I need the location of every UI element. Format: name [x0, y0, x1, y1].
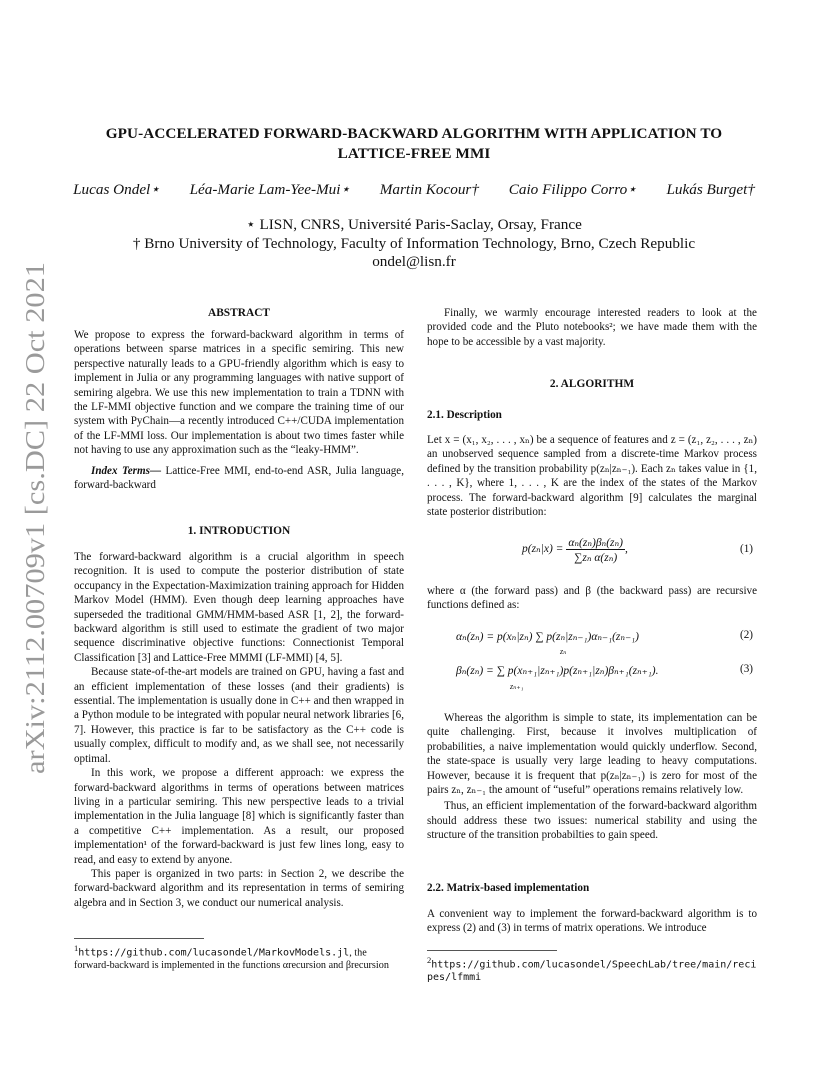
title-line-1: GPU-ACCELERATED FORWARD-BACKWARD ALGORITHM WITH APPLICATION TO: [105, 125, 723, 142]
eq1-numerator: αₙ(zₙ)βₙ(zₙ): [568, 537, 624, 549]
intro-body: [74, 550, 404, 910]
paper-title: [60, 124, 768, 164]
index-terms-label: Index Terms—: [91, 464, 162, 477]
footnote-1: $^1$https://github.com/lucasondel/MarkovModels.jl, the forward-backward is implemented in the functions αrecursion and βrecursion: [74, 943, 389, 972]
footnote-rule: [427, 950, 557, 951]
description-body: [427, 433, 757, 519]
intro-paragraph: In this work, we propose a different approach: we express the forward-backward algorithms in terms of operations between matrices living in a particular semiring. This new perspective leads to a trivial implementation in the Julia language [8] which is significantly faster than a competitive C++ implementation. As a result, our proposed implementation¹ of the forward-backward is just few lines long, easy to read, and easy to extend by anyone.: [74, 767, 404, 866]
intro-heading: 1. INTRODUCTION: [187, 525, 291, 537]
intro-paragraph: This paper is organized in two parts: in Section 2, we describe the forward-backward algorithm and its representation in terms of semiring algebra and in Section 3, we conduct our numerical analysis.: [74, 867, 404, 909]
abstract-body: [74, 328, 404, 492]
index-terms: [74, 464, 404, 493]
footnote-1-text: , the forward-backward is implemented in the functions αrecursion and βrecursion: [74, 947, 389, 972]
matrix-text: A convenient way to implement the forward-backward algorithm is to express (2) and (3) in terms of matrix operations. We introduce: [427, 908, 757, 935]
footnote-rule: [74, 938, 204, 939]
matrix-body: [427, 907, 757, 936]
footnote-2: $^2$https://github.com/lucasondel/SpeechLab/tree/main/recipes/lfmmi: [427, 955, 757, 984]
index-terms-text: Lattice-Free MMI, end-to-end ASR, Julia language, forward-backward: [74, 464, 404, 492]
where-text: [427, 584, 757, 613]
algorithm-heading: 2. ALGORITHM: [549, 378, 635, 390]
author: Léa-Marie Lam-Yee-Mui⋆: [189, 181, 350, 198]
description-text: Let x = (x₁, x₂, . . . , xₙ) be a sequence of features and z = (z₁, z₂, . . . , zₙ) an unobserved sequence sampled from a discrete-time Markov process defined by the transition probability p(zₙ|zₙ₋₁). Each zₙ takes value in {1, . . . , K}, where 1, . . . , K are the index of the states of the Markov process. The forward-backward algorithm [9] calculates the marginal state posterior distribution:: [427, 434, 757, 519]
description-heading: 2.1. Description: [427, 409, 502, 421]
equation-1: p(zₙ|x) = $\frac{\text{αₙ(zₙ)βₙ(zₙ)}}{\text{∑zₙ α(zₙ)}}$ ,: [522, 537, 628, 564]
title-line-2: LATTICE-FREE MMI: [337, 145, 491, 162]
eq1-denominator: ∑zₙ α(zₙ): [574, 552, 618, 564]
paragraph-text: Thus, an efficient implementation of the forward-backward algorithm should address these two issues: numerical stability and using the structure of the transition probabilties to gain speed.: [427, 800, 757, 842]
paragraph-text: Finally, we warmly encourage interested readers to look at the provided code and the Pluto notebooks²; we have made them with the hope to be accessible by a vast majority.: [427, 307, 757, 348]
equation-3-subscript: zₙ₊₁: [510, 682, 524, 691]
equation-2-number: (2): [740, 629, 753, 641]
implementation-body: [427, 711, 757, 843]
paragraph-text: Whereas the algorithm is simple to state, its implementation can be quite challenging. First, because it involves multiplication of probabilities, a naive implementation would quickly underflow. Second, the state-space is usually very large leading to heavy computations. However, because it is frequent that p(zₙ|zₙ₋₁) is zero for most of the pairs zₙ, zₙ₋₁ the amount of “useful” operations remains relatively low.: [427, 712, 757, 797]
affiliation-1: ⋆ LISN, CNRS, Université Paris-Saclay, Orsay, France: [246, 216, 582, 233]
equation-3-number: (3): [740, 663, 753, 675]
intro-paragraph: Because state-of-the-art models are trained on GPU, having a fast and an efficient implementation of these losses (and their gradients) is essential. The implementation is usually done in C++ and then wrapped in a Python module to be integrated with popular neural network libraries [6, 7]. However, this practice is far to be satisfactory as the C++ code is usually complex, difficult to modify and, as we shall see, not necessarily optimal.: [74, 666, 404, 765]
affiliation-2: † Brno University of Technology, Faculty of Information Technology, Brno, Czech Republic: [132, 235, 696, 252]
author: Martin Kocour†: [379, 181, 479, 198]
author: Lucas Ondel⋆: [73, 181, 160, 198]
equation-2-subscript: zₙ: [560, 647, 567, 656]
equation-1-number: (1): [740, 543, 753, 555]
contact-email: ondel@lisn.fr: [372, 253, 456, 270]
footnote-2-link[interactable]: https://github.com/lucasondel/SpeechLab/tree/main/recipes/lfmmi: [427, 959, 757, 984]
closing-paragraph: [427, 306, 757, 349]
abstract-text: We propose to express the forward-backward algorithm in terms of operations between sparse matrices in a specific semiring. This new perspective naturally leads to a GPU-friendly algorithm which is easy to implement in Julia or any programming languages with native support of semiring algebra. We use this new implementation to train a TDNN with the LF-MMI objective function and we compare the training time of our system with PyChain—a recently introduced C++/CUDA implementation of the LF-MMI loss. Our implementation is about two times faster while not having to use any approximation such as the “leaky-HMM”.: [74, 329, 404, 457]
author: Caio Filippo Corro⋆: [508, 181, 637, 198]
abstract-heading: ABSTRACT: [207, 307, 271, 319]
equation-3: βₙ(zₙ) = ∑ p(xₙ₊₁|zₙ₊₁)p(zₙ₊₁|zₙ)βₙ₊₁(zₙ₊₁).: [456, 665, 659, 677]
svg-text:arXiv:2112.00709v1 [cs.DC] 2: arXiv:2112.00709v1 [cs.DC] 22 Oct 2021: [20, 319, 50, 774]
where-paragraph: where α (the forward pass) and β (the backward pass) are recursive functions defined as:: [427, 585, 757, 612]
eq1-fraction: [566, 535, 625, 564]
arxiv-stamp: [8, 258, 56, 778]
eq1-lhs: p(zₙ|x) =: [522, 543, 564, 556]
matrix-heading: 2.2. Matrix-based implementation: [427, 882, 590, 894]
intro-paragraph: The forward-backward algorithm is a crucial algorithm in speech recognition. It is used to compute the posterior distribution of state occupancy in the Expectation-Maximization training approach for Hidden Markov Model (HMM). Even though deep learning approaches have superseded the traditional GMM/HMM-based ASR [1, 2], the forward-backward algorithm is still used to estimate the gradient of two major sequence discriminative objective functions: Connectionist Temporal Classification [3] and Lattice-Free MMMI (LF-MMI) [4, 5].: [74, 551, 404, 664]
equation-2: αₙ(zₙ) = p(xₙ|zₙ) ∑ p(zₙ|zₙ₋₁)αₙ₋₁(zₙ₋₁): [456, 631, 639, 643]
author-list: [60, 180, 768, 199]
footnote-1-link[interactable]: https://github.com/lucasondel/MarkovModels.jl: [78, 947, 350, 959]
author: Lukás Burget†: [666, 181, 755, 198]
